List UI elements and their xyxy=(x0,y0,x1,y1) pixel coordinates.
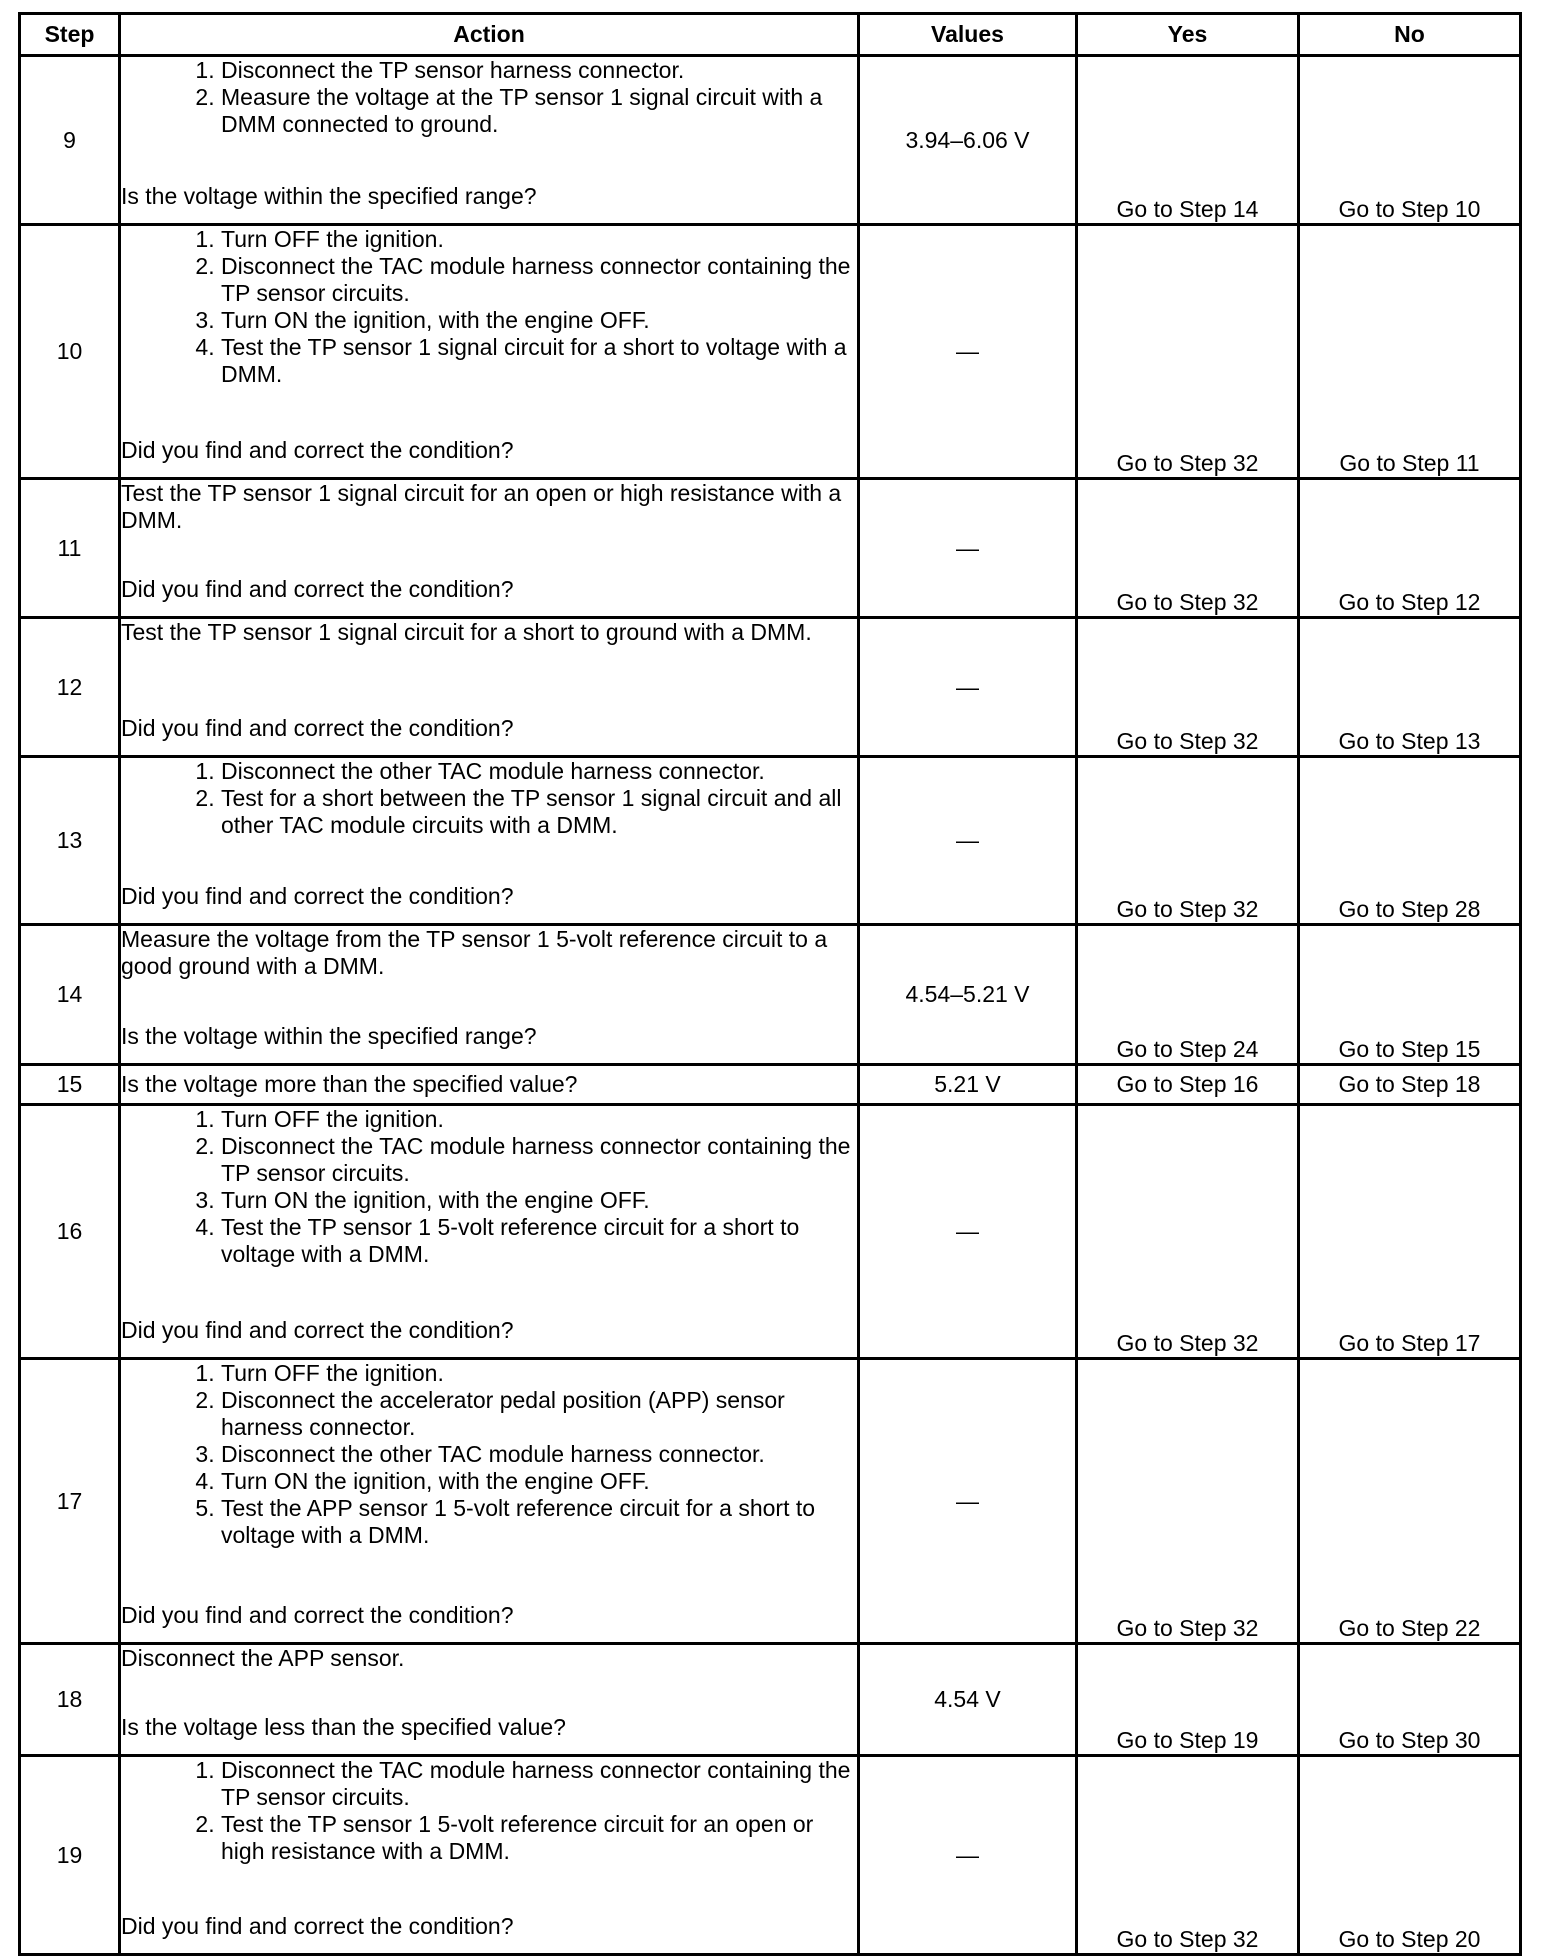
action-question: Did you find and correct the condition? xyxy=(121,576,514,602)
header-action: Action xyxy=(120,14,859,56)
no-goto: Go to Step 20 xyxy=(1299,1756,1521,1955)
table-body xyxy=(20,56,1521,1955)
step-number: 17 xyxy=(20,1359,120,1644)
table-row xyxy=(20,1756,1521,1955)
action-cell xyxy=(120,925,859,1065)
table-row xyxy=(20,56,1521,225)
table-row xyxy=(20,1105,1521,1359)
step-number: 11 xyxy=(20,479,120,618)
header-no: No xyxy=(1299,14,1521,56)
action-cell xyxy=(120,757,859,925)
action-steps-list xyxy=(121,1106,857,1268)
value-cell: — xyxy=(859,757,1077,925)
action-text: Test the TP sensor 1 signal circuit for a short to ground with a DMM. xyxy=(121,619,812,645)
value-cell: — xyxy=(859,1756,1077,1955)
header-yes: Yes xyxy=(1077,14,1299,56)
step-number: 12 xyxy=(20,618,120,757)
action-step-item: 1. Disconnect the TAC module harness connector containing the TP sensor circuits. xyxy=(221,1757,857,1811)
action-steps-list xyxy=(121,1360,857,1549)
action-question: Did you find and correct the condition? xyxy=(121,1913,514,1939)
yes-goto: Go to Step 19 xyxy=(1077,1644,1299,1756)
action-cell xyxy=(120,56,859,225)
value-cell: — xyxy=(859,225,1077,479)
no-goto: Go to Step 30 xyxy=(1299,1644,1521,1756)
action-step-item: 4. Test the TP sensor 1 5-volt reference circuit for a short to voltage with a DMM. xyxy=(221,1214,857,1268)
step-number: 18 xyxy=(20,1644,120,1756)
table-row xyxy=(20,1644,1521,1756)
action-steps-list xyxy=(121,226,857,388)
table-row xyxy=(20,757,1521,925)
table-wrapper xyxy=(18,12,1522,1956)
action-step-item: 2. Test the TP sensor 1 5-volt reference circuit for an open or high resistance with a DMM. xyxy=(221,1811,857,1865)
no-goto: Go to Step 12 xyxy=(1299,479,1521,618)
action-steps-list xyxy=(121,1757,857,1865)
action-step-item: 1. Disconnect the other TAC module harness connector. xyxy=(221,758,857,785)
yes-goto: Go to Step 24 xyxy=(1077,925,1299,1065)
yes-goto: Go to Step 32 xyxy=(1077,225,1299,479)
action-question: Is the voltage within the specified range? xyxy=(121,1023,537,1049)
action-step-item: 2. Disconnect the TAC module harness connector containing the TP sensor circuits. xyxy=(221,253,857,307)
table-row xyxy=(20,479,1521,618)
yes-goto: Go to Step 32 xyxy=(1077,1359,1299,1644)
action-cell xyxy=(120,1644,859,1756)
yes-goto: Go to Step 32 xyxy=(1077,479,1299,618)
step-number: 9 xyxy=(20,56,120,225)
step-number: 10 xyxy=(20,225,120,479)
yes-goto: Go to Step 32 xyxy=(1077,618,1299,757)
action-question: Is the voltage within the specified range? xyxy=(121,183,537,209)
value-cell: — xyxy=(859,618,1077,757)
action-step-item: 2. Disconnect the TAC module harness connector containing the TP sensor circuits. xyxy=(221,1133,857,1187)
header-step: Step xyxy=(20,14,120,56)
yes-goto: Go to Step 16 xyxy=(1077,1065,1299,1105)
action-steps-list xyxy=(121,57,857,138)
yes-goto: Go to Step 32 xyxy=(1077,1105,1299,1359)
action-step-item: 1. Turn OFF the ignition. xyxy=(221,1360,857,1387)
action-step-item: 2. Measure the voltage at the TP sensor 1 signal circuit with a DMM connected to ground. xyxy=(221,84,857,138)
step-number: 16 xyxy=(20,1105,120,1359)
value-cell: 4.54 V xyxy=(859,1644,1077,1756)
value-cell: 4.54–5.21 V xyxy=(859,925,1077,1065)
no-goto: Go to Step 18 xyxy=(1299,1065,1521,1105)
yes-goto: Go to Step 32 xyxy=(1077,757,1299,925)
table-row xyxy=(20,925,1521,1065)
action-step-item: 2. Disconnect the accelerator pedal position (APP) sensor harness connector. xyxy=(221,1387,857,1441)
action-text: Test the TP sensor 1 signal circuit for an open or high resistance with a DMM. xyxy=(121,480,842,533)
action-cell xyxy=(120,618,859,757)
no-goto: Go to Step 15 xyxy=(1299,925,1521,1065)
action-cell xyxy=(120,1359,859,1644)
action-text: Is the voltage more than the specified value? xyxy=(121,1071,578,1097)
no-goto: Go to Step 11 xyxy=(1299,225,1521,479)
table-row xyxy=(20,1359,1521,1644)
action-cell xyxy=(120,1065,859,1105)
step-number: 14 xyxy=(20,925,120,1065)
value-cell: — xyxy=(859,1359,1077,1644)
table-row xyxy=(20,1065,1521,1105)
action-step-item: 3. Disconnect the other TAC module harness connector. xyxy=(221,1441,857,1468)
step-number: 15 xyxy=(20,1065,120,1105)
action-steps-list xyxy=(121,758,857,839)
diagnostic-table xyxy=(18,12,1522,1956)
action-step-item: 3. Turn ON the ignition, with the engine OFF. xyxy=(221,307,857,334)
value-cell: — xyxy=(859,479,1077,618)
yes-goto: Go to Step 32 xyxy=(1077,1756,1299,1955)
action-question: Did you find and correct the condition? xyxy=(121,437,514,463)
action-step-item: 1. Disconnect the TP sensor harness connector. xyxy=(221,57,857,84)
action-question: Did you find and correct the condition? xyxy=(121,883,514,909)
value-cell: 3.94–6.06 V xyxy=(859,56,1077,225)
step-number: 13 xyxy=(20,757,120,925)
action-cell xyxy=(120,225,859,479)
action-step-item: 3. Turn ON the ignition, with the engine OFF. xyxy=(221,1187,857,1214)
value-cell: 5.21 V xyxy=(859,1065,1077,1105)
action-cell xyxy=(120,1105,859,1359)
action-step-item: 4. Test the TP sensor 1 signal circuit for a short to voltage with a DMM. xyxy=(221,334,857,388)
action-text: Disconnect the APP sensor. xyxy=(121,1645,405,1671)
no-goto: Go to Step 22 xyxy=(1299,1359,1521,1644)
action-step-item: 1. Turn OFF the ignition. xyxy=(221,226,857,253)
action-step-item: 4. Turn ON the ignition, with the engine OFF. xyxy=(221,1468,857,1495)
table-row xyxy=(20,225,1521,479)
no-goto: Go to Step 28 xyxy=(1299,757,1521,925)
step-number: 19 xyxy=(20,1756,120,1955)
yes-goto: Go to Step 14 xyxy=(1077,56,1299,225)
action-text: Measure the voltage from the TP sensor 1 5-volt reference circuit to a good ground with a DMM. xyxy=(121,926,828,979)
action-step-item: 5. Test the APP sensor 1 5-volt reference circuit for a short to voltage with a DMM. xyxy=(221,1495,857,1549)
action-cell xyxy=(120,479,859,618)
value-cell: — xyxy=(859,1105,1077,1359)
action-question: Did you find and correct the condition? xyxy=(121,715,514,741)
action-question: Is the voltage less than the specified value? xyxy=(121,1714,566,1740)
header-values: Values xyxy=(859,14,1077,56)
action-question: Did you find and correct the condition? xyxy=(121,1602,514,1628)
action-question: Did you find and correct the condition? xyxy=(121,1317,514,1343)
action-step-item: 1. Turn OFF the ignition. xyxy=(221,1106,857,1133)
action-step-item: 2. Test for a short between the TP sensor 1 signal circuit and all other TAC module circuits with a DMM. xyxy=(221,785,857,839)
table-row xyxy=(20,618,1521,757)
no-goto: Go to Step 17 xyxy=(1299,1105,1521,1359)
action-cell xyxy=(120,1756,859,1955)
no-goto: Go to Step 13 xyxy=(1299,618,1521,757)
header-row xyxy=(20,14,1521,56)
no-goto: Go to Step 10 xyxy=(1299,56,1521,225)
